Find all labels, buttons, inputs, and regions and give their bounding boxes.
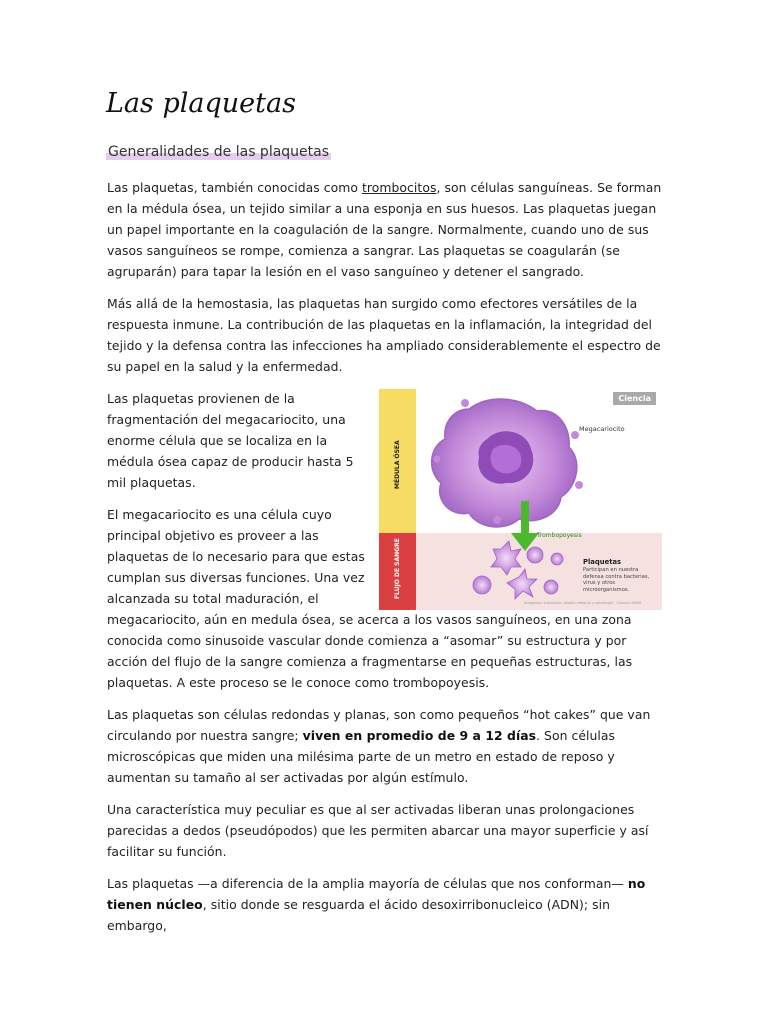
text-line: Las plaquetas provienen de la <box>107 391 295 406</box>
text-line: enorme célula que se localiza en la <box>107 433 328 448</box>
page-title: Las plaquetas <box>106 88 296 119</box>
megakaryocyte-figure <box>379 389 662 610</box>
platelets-description: Participan en nuestra defensa contra bacterias, virus y otros microorganismos. <box>583 567 650 593</box>
text-line: plaquetas de lo necesario para que estas <box>107 549 365 564</box>
paragraph-shape <box>107 704 667 788</box>
platelets-label: Plaquetas <box>583 558 622 566</box>
paragraph-text: Las plaquetas son células redondas y planas, son como pequeños “hot cakes” que van circulando por nuestra sangre; <box>107 707 651 743</box>
paragraph-pseudopods: Una característica muy peculiar es que al ser activadas liberan unas prolongaciones parecidas a dedos (pseudópodos) que les permiten abarcar una mayor superficie y así facilitar su función. <box>107 802 649 859</box>
paragraph-text: , sitio donde se resguarda el ácido desoxirribonucleico (ADN); sin embargo, <box>107 897 611 933</box>
paragraph-immune: Más allá de la hemostasia, las plaquetas han surgido como efectores versátiles de la respuesta inmune. La contribución de las plaquetas en la inflamación, la integridad del tejido y la defensa contra las infecciones ha ampliado considerablemente el espectro de su papel en la salud y la enfermedad. <box>107 296 661 374</box>
marrow-label: MÉDULA ÓSEA <box>394 440 401 489</box>
paragraph-megakaryocyte-continued: megacariocito, aún en medula ósea, se acerca a los vasos sanguíneos, en una zona conocida como sinusoide vascular donde comienza a “asomar” su estructura y por acción del flujo de la sangre comienza a fragmentarse en pequeñas estructuras, las plaquetas. A este proceso se le conoce como trombopoyesis. <box>107 612 633 690</box>
blood-label: FLUJO DE SANGRE <box>394 538 401 599</box>
paragraph-text: Las plaquetas —a diferencia de la amplia mayoría de células que nos conforman— <box>107 876 628 891</box>
brand-logo: Ciencia <box>613 392 656 405</box>
text-line: médula ósea capaz de producir hasta 5 <box>107 454 354 469</box>
text-line: principal objetivo es proveer a las <box>107 528 319 543</box>
text-line: El megacariocito es una célula cuyo <box>107 507 332 522</box>
figure-credit: Imágenes: Ilustración, diseño editorial y estrategia · Ciencia UNAM <box>524 601 641 605</box>
bold-lifespan: viven en promedio de 9 a 12 días <box>302 728 537 743</box>
trombocitos-link[interactable]: trombocitos <box>361 180 437 195</box>
text-line: cumplan sus diversas funciones. Una vez <box>107 570 365 585</box>
paragraph-megakaryocyte <box>107 504 372 609</box>
text-line: alcanzada su total maduración, el <box>107 591 319 606</box>
paragraph-text: . Son células microscópicas que miden una milésima parte de un metro en estado de reposo y aumentan su tamaño al ser activadas por algún estímulo. <box>107 728 616 785</box>
megakaryocyte-cell-icon <box>432 399 583 527</box>
paragraph-text: Las plaquetas, también conocidas como <box>107 180 362 195</box>
section-heading: Generalidades de las plaquetas <box>108 144 330 160</box>
paragraph-nucleus <box>107 873 667 936</box>
text-line: fragmentación del megacariocito, una <box>107 412 346 427</box>
paragraph-origin <box>107 388 367 493</box>
bold-no-nucleus: no tienen núcleo <box>107 876 646 912</box>
thrombopoiesis-label: Trombopoyesis <box>537 532 582 539</box>
text-line: mil plaquetas. <box>107 475 196 490</box>
platelets-icon <box>473 541 563 599</box>
megakaryocyte-label: Megacariocito <box>579 425 625 433</box>
paragraph-text: , son células sanguíneas. Se forman en la médula ósea, un tejido similar a una esponja en sus huesos. Las plaquetas juegan un papel importante en la coagulación de la sangre. Normalmente, cuando uno de sus vasos sanguíneos se rompe, comienza a sangrar. Las plaquetas se coagularán (se agruparán) para tapar la lesión en el vaso sanguíneo y detener el sangrado. <box>107 180 662 279</box>
paragraph-intro <box>107 177 667 282</box>
